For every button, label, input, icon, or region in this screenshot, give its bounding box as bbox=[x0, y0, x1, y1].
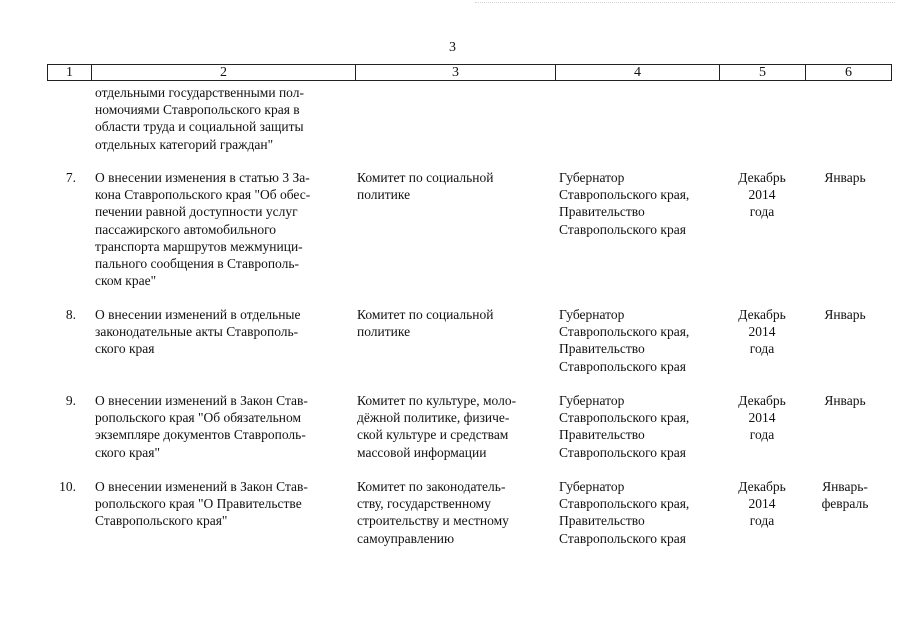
row-month: Январь- февраль bbox=[821, 479, 869, 512]
row-month: Январь bbox=[824, 170, 866, 185]
header-col-4: 4 bbox=[556, 65, 720, 80]
row-title: О внесении изменений в отдельные законодательные акты Ставрополь- ского края bbox=[95, 307, 301, 357]
row-month: Январь bbox=[824, 307, 866, 322]
row-title: О внесении изменения в статью 3 За- кона Ставропольского края "Об обес- печении равной доступности услуг пассажирского автомобильного транспорта маршрутов межмуници- пального сообщения в Ставрополь- ском крае" bbox=[95, 170, 311, 289]
row-responsible: Комитет по культуре, моло- дёжной политике, физиче- ской культуре и средствам массовой информации bbox=[357, 393, 517, 460]
header-col-1: 1 bbox=[48, 65, 92, 80]
row-number: 10. bbox=[59, 479, 76, 494]
header-col-2: 2 bbox=[92, 65, 356, 80]
row-number: 9. bbox=[65, 393, 76, 408]
row-date: Декабрь 2014 года bbox=[738, 170, 786, 220]
row-subject: Губернатор Ставропольского края, Правительство Ставропольского края bbox=[559, 479, 690, 546]
row-month: Январь bbox=[824, 393, 866, 408]
row-subject: Губернатор Ставропольского края, Правительство Ставропольского края bbox=[559, 393, 690, 460]
row-title: отдельными государственными пол- номочиями Ставропольского края в области труда и социальной защиты отдельных категорий граждан" bbox=[95, 85, 304, 152]
row-number: 8. bbox=[65, 307, 76, 322]
header-col-6: 6 bbox=[845, 65, 852, 80]
page-number: 3 bbox=[449, 40, 456, 55]
row-number: 7. bbox=[65, 170, 76, 185]
row-subject: Губернатор Ставропольского края, Правительство Ставропольского края bbox=[559, 170, 690, 237]
header-col-5: 5 bbox=[720, 65, 806, 80]
row-responsible: Комитет по законодатель- ству, государственному строительству и местному самоуправлению bbox=[357, 479, 509, 546]
row-responsible: Комитет по социальной политике bbox=[357, 307, 494, 340]
scan-artifact bbox=[475, 2, 895, 5]
table-header-row bbox=[47, 64, 892, 81]
row-subject: Губернатор Ставропольского края, Правительство Ставропольского края bbox=[559, 307, 690, 374]
row-responsible: Комитет по социальной политике bbox=[357, 170, 494, 203]
header-col-3: 3 bbox=[356, 65, 556, 80]
row-date: Декабрь 2014 года bbox=[738, 307, 786, 357]
row-date: Декабрь 2014 года bbox=[738, 479, 786, 529]
row-date: Декабрь 2014 года bbox=[738, 393, 786, 443]
row-title: О внесении изменений в Закон Став- ропольского края "О Правительстве Ставропольского края" bbox=[95, 479, 308, 529]
row-title: О внесении изменений в Закон Став- ропольского края "Об обязательном экземпляре документов Ставрополь- ского края" bbox=[95, 393, 308, 460]
